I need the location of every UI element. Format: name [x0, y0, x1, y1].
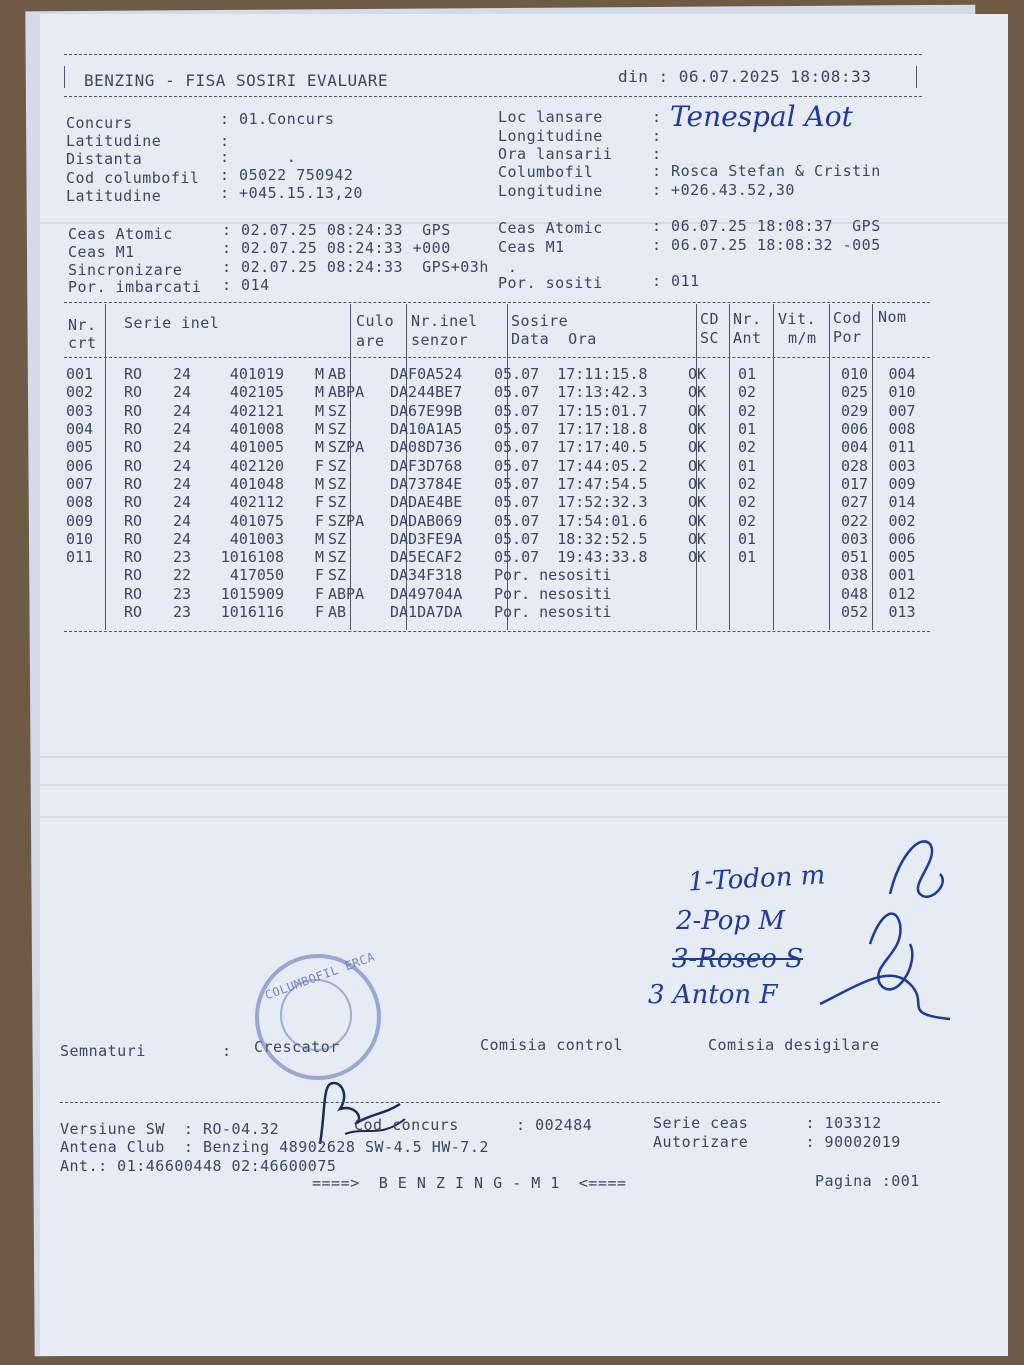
th-culoare-b: are	[356, 332, 385, 350]
cell-ring: 402120	[229, 456, 284, 475]
label-longitudine-2: Longitudine	[498, 182, 603, 200]
cell-col: SZ	[328, 548, 347, 567]
cell-sensor: DA49704A	[390, 584, 463, 603]
footer-rule	[60, 1102, 940, 1103]
semnaturi-label: Semnaturi	[60, 1042, 146, 1060]
cell-arrival: 05.07 17:44:05.2	[494, 456, 648, 475]
cell-arrival: Por. nesositi	[494, 566, 612, 585]
label-loc-lansare: Loc lansare	[498, 108, 603, 126]
cell-ctry: RO	[123, 548, 143, 567]
cell-ctry: RO	[123, 584, 143, 603]
cell-ring: 402121	[229, 401, 284, 420]
label-ceas-m1: Ceas M1	[68, 243, 135, 261]
cell-yr: 24	[172, 511, 192, 530]
value-ceas-m1: : 02.07.25 08:24:33 +000	[222, 239, 451, 257]
label-ceas-atomic: Ceas Atomic	[68, 225, 173, 243]
cell-vit	[771, 530, 831, 548]
cell-yr: 23	[172, 584, 192, 603]
cell-ant	[723, 603, 771, 621]
th-nr-inel: Nr.inel	[411, 312, 478, 330]
cell-ant: 01	[737, 529, 757, 548]
cell-sensor: DA1DA7DA	[390, 603, 463, 621]
cell-col: AB	[328, 603, 347, 621]
cell-sensor: DA10A1A5	[390, 420, 463, 439]
cell-sensor: DA08D736	[390, 438, 463, 457]
cell-cod: 029	[840, 401, 869, 420]
table-row	[64, 402, 926, 420]
cell-nr	[64, 566, 106, 584]
footer-antena: Antena Club : Benzing 48902628 SW-4.5 HW-7.2	[60, 1138, 489, 1156]
label-sincronizare: Sincronizare	[68, 261, 183, 279]
stamp-text: COLUMBOFIL ERCA	[263, 949, 377, 1003]
cell-arrival: 05.07 17:17:40.5	[494, 438, 648, 457]
cell-ant	[723, 585, 771, 603]
cell-ring: 401003	[229, 529, 284, 548]
cell-yr: 24	[172, 420, 192, 439]
cell-cod: 048	[840, 584, 869, 603]
cell-ring: 401048	[229, 474, 284, 493]
table-row	[64, 365, 926, 383]
table-row	[64, 585, 926, 603]
cell-col: SZ	[328, 566, 347, 585]
cell-sensor: DA73784E	[390, 474, 463, 493]
cell-vit	[771, 603, 831, 621]
cell-ant: 01	[737, 365, 757, 384]
semnaturi-colon: :	[222, 1042, 232, 1060]
cell-sex: F	[314, 603, 324, 621]
fold-line	[40, 784, 1008, 786]
cell-col: ABPA	[328, 584, 365, 603]
cell-nr: 011	[66, 548, 94, 567]
footer-brand: ====> B E N Z I N G - M 1 <====	[312, 1174, 627, 1192]
cell-nr	[64, 585, 106, 603]
cell-cod: 028	[840, 456, 869, 475]
cell-ctry: RO	[123, 566, 143, 585]
table-row	[64, 566, 926, 584]
cell-vit	[771, 365, 831, 383]
cell-yr: 24	[172, 474, 192, 493]
cell-ring: 1016116	[220, 603, 284, 621]
cell-sex: F	[314, 584, 324, 603]
cell-ring: 401005	[229, 438, 284, 457]
footer-pagina: Pagina :001	[815, 1172, 920, 1190]
cell-ant	[723, 566, 771, 584]
cell-col: SZ	[328, 493, 347, 512]
cell-vit	[771, 475, 831, 493]
cell-nr: 003	[66, 401, 94, 420]
cell-yr: 24	[172, 401, 192, 420]
cell-arrival: 05.07 17:15:01.7	[494, 401, 648, 420]
cell-arrival: 05.07 18:32:52.5	[494, 529, 648, 548]
value-columbofil: : Rosca Stefan & Cristin	[652, 162, 881, 180]
cell-cd	[686, 566, 723, 584]
cell-nom: 012	[888, 584, 916, 603]
cell-arrival: 05.07 17:11:15.8	[494, 365, 648, 384]
cell-sensor: DA5ECAF2	[390, 548, 463, 567]
cell-col: SZ	[328, 456, 347, 475]
cell-nr: 005	[66, 438, 94, 457]
table-row	[64, 511, 926, 529]
cell-ant: 02	[737, 493, 757, 512]
cell-cd	[686, 585, 723, 603]
cell-yr: 24	[172, 383, 192, 402]
cell-yr: 23	[172, 603, 192, 621]
cell-cod: 010	[840, 365, 869, 384]
cell-ring: 402112	[229, 493, 284, 512]
cell-col: SZPA	[328, 438, 365, 457]
cell-col: SZ	[328, 401, 347, 420]
cell-cod: 017	[840, 474, 869, 493]
label-distanta: Distanta	[66, 150, 143, 168]
table-row	[64, 383, 926, 401]
value-ora-lansarii: :	[652, 145, 662, 163]
cell-arrival: 05.07 17:17:18.8	[494, 420, 648, 439]
footer-autorizare: Autorizare : 90002019	[653, 1133, 901, 1151]
value-sincronizare: : 02.07.25 08:24:33 GPS+03h .	[222, 258, 518, 276]
cell-arrival: 05.07 17:54:01.6	[494, 511, 648, 530]
cell-ant: 02	[737, 401, 757, 420]
cell-cod: 004	[840, 438, 869, 457]
cell-ring: 401008	[229, 420, 284, 439]
cell-cd: OK	[688, 420, 707, 439]
cell-cod: 027	[840, 493, 869, 512]
cell-ctry: RO	[123, 603, 143, 621]
label-ora-lansarii: Ora lansarii	[498, 145, 613, 163]
cell-cd: OK	[688, 529, 707, 548]
th-ant: Ant	[733, 329, 762, 347]
value-latitudine-2: : +045.15.13,20	[220, 184, 363, 202]
th-sosire: Sosire	[511, 312, 569, 330]
table-row	[64, 548, 926, 566]
label-ceas-atomic-right: Ceas Atomic	[498, 219, 603, 237]
cell-col: AB	[328, 365, 347, 384]
cell-ctry: RO	[123, 456, 143, 475]
cell-vit	[771, 585, 831, 603]
cell-yr: 24	[172, 493, 192, 512]
value-por-imbarcati: : 014	[222, 276, 270, 294]
cell-ring: 1016108	[220, 548, 284, 567]
cell-ant: 02	[737, 383, 757, 402]
cell-nr: 007	[66, 474, 94, 493]
label-columbofil: Columbofil	[498, 163, 594, 181]
cell-cod: 006	[840, 420, 869, 439]
cell-cd: OK	[688, 401, 707, 420]
cell-ring: 401019	[229, 365, 284, 384]
cell-nom: 006	[888, 529, 916, 548]
value-cod-columbofil: : 05022 750942	[220, 166, 354, 184]
value-loc-lansare: :	[652, 108, 662, 126]
th-crt: crt	[68, 334, 97, 352]
th-cd: CD	[700, 310, 720, 328]
cell-ring: 1015909	[220, 584, 284, 603]
cell-ant: 01	[737, 456, 757, 475]
th-nr: Nr.	[68, 316, 97, 334]
cell-ant: 01	[737, 548, 757, 567]
cell-ctry: RO	[123, 529, 143, 548]
cell-col: SZ	[328, 529, 347, 548]
cell-yr: 24	[172, 529, 192, 548]
arrivals-table	[64, 365, 926, 621]
cell-ctry: RO	[123, 474, 143, 493]
footer-serie-ceas: Serie ceas : 103312	[653, 1114, 882, 1132]
cell-ctry: RO	[123, 493, 143, 512]
cell-sensor: DA34F318	[390, 566, 463, 585]
cell-vit	[771, 402, 831, 420]
table-row	[64, 456, 926, 474]
label-por-imbarcati: Por. imbarcati	[68, 278, 202, 296]
footer-ant: Ant.: 01:46600448 02:46600075	[60, 1157, 337, 1175]
cell-ctry: RO	[123, 420, 143, 439]
label-ceas-m1-right: Ceas M1	[498, 238, 565, 256]
cell-ant: 02	[737, 511, 757, 530]
value-ceas-m1-right: : 06.07.25 18:08:32 -005	[652, 236, 881, 254]
table-row	[64, 530, 926, 548]
cell-arrival: 05.07 19:43:33.8	[494, 548, 648, 567]
cell-sex: M	[314, 438, 324, 457]
cell-vit	[771, 456, 831, 474]
th-senzor: senzor	[411, 331, 469, 349]
th-por: Por	[833, 328, 862, 346]
cell-sex: F	[314, 456, 324, 475]
cell-arrival: 05.07 17:52:32.3	[494, 493, 648, 512]
cell-cod: 052	[840, 603, 869, 621]
value-ceas-atomic-right: : 06.07.25 18:08:37 GPS	[652, 217, 881, 235]
cell-nom: 003	[888, 456, 916, 475]
cell-vit	[771, 383, 831, 401]
value-por-sositi: : 011	[652, 272, 700, 290]
cell-arrival: Por. nesositi	[494, 603, 612, 621]
value-longitudine: :	[652, 127, 662, 145]
header-bottom-rule	[64, 96, 922, 97]
value-concurs: : 01.Concurs	[220, 110, 335, 128]
cell-sensor: DAF0A524	[390, 365, 463, 384]
header-left-bar	[64, 66, 65, 88]
table-row	[64, 475, 926, 493]
cell-cd: OK	[688, 438, 707, 457]
cell-ring: 417050	[229, 566, 284, 585]
cell-arrival: 05.07 17:13:42.3	[494, 383, 648, 402]
cell-vit	[771, 493, 831, 511]
handwritten-commission-4: 3 Anton F	[648, 980, 778, 1010]
cell-ant: 02	[737, 438, 757, 457]
cell-sensor: DA67E99B	[390, 401, 463, 420]
header-right-bar	[916, 66, 917, 88]
handwritten-commission-2: 2-Pop M	[676, 906, 785, 936]
header-top-rule	[64, 54, 922, 55]
handwritten-commission-3: 3-Roseo S	[672, 944, 804, 974]
cell-nom: 004	[888, 365, 916, 384]
cell-cod: 051	[840, 548, 869, 567]
table-row	[64, 420, 926, 438]
cell-ctry: RO	[123, 383, 143, 402]
cell-sex: M	[314, 401, 324, 420]
cell-sex: M	[314, 474, 324, 493]
cell-col: SZ	[328, 474, 347, 493]
cell-cd: OK	[688, 383, 707, 402]
cell-ctry: RO	[123, 401, 143, 420]
cell-nr: 001	[66, 365, 94, 384]
handwritten-commission-1: 1-Todon m	[687, 860, 827, 898]
cell-nr: 010	[66, 529, 94, 548]
cell-sensor: DAF3D768	[390, 456, 463, 475]
footer-versiune: Versiune SW : RO-04.32	[60, 1120, 280, 1138]
cell-cod: 022	[840, 511, 869, 530]
th-nr-ant: Nr.	[733, 310, 762, 328]
handwritten-loc-lansare: Tenespal Aot	[670, 100, 853, 133]
cell-ctry: RO	[123, 438, 143, 457]
th-sc: SC	[700, 329, 720, 347]
cell-ring: 402105	[229, 383, 284, 402]
cell-nr: 009	[66, 511, 94, 530]
document-page	[40, 14, 1008, 1356]
cell-yr: 24	[172, 438, 192, 457]
cell-ant: 01	[737, 420, 757, 439]
cell-col: ABPA	[328, 383, 365, 402]
cell-nr: 004	[66, 420, 94, 439]
report-date: din : 06.07.2025 18:08:33	[618, 67, 872, 86]
value-ceas-atomic: : 02.07.25 08:24:33 GPS	[222, 221, 451, 239]
cell-sex: M	[314, 383, 324, 402]
cell-nom: 007	[888, 401, 916, 420]
cell-sex: F	[314, 566, 324, 585]
cell-sex: F	[314, 511, 324, 530]
comisia-desigilare-label: Comisia desigilare	[708, 1036, 880, 1054]
cell-ctry: RO	[123, 511, 143, 530]
table-row	[64, 438, 926, 456]
cell-nom: 011	[888, 438, 916, 457]
cell-ring: 401075	[229, 511, 284, 530]
cell-sex: M	[314, 365, 324, 384]
cell-nr: 008	[66, 493, 94, 512]
label-latitudine-2: Latitudine	[66, 187, 162, 205]
cell-nr: 006	[66, 456, 94, 475]
fold-line	[40, 756, 1008, 758]
cell-cd: OK	[688, 511, 707, 530]
th-mm: m/m	[788, 329, 817, 347]
cell-yr: 24	[172, 365, 192, 384]
cell-yr: 23	[172, 548, 192, 567]
crescator-label: Crescator	[254, 1038, 340, 1056]
th-nom: Nom	[878, 308, 907, 326]
page-title: BENZING - FISA SOSIRI EVALUARE	[84, 71, 388, 90]
cell-sex: M	[314, 548, 324, 567]
label-por-sositi: Por. sositi	[498, 274, 603, 292]
cell-nr: 002	[66, 383, 94, 402]
cell-cd: OK	[688, 365, 707, 384]
cell-nom: 002	[888, 511, 916, 530]
value-distanta: : .	[220, 148, 297, 166]
cell-col: SZ	[328, 420, 347, 439]
cell-vit	[771, 438, 831, 456]
cell-nom: 013	[888, 603, 916, 621]
cell-nom: 005	[888, 548, 916, 567]
cell-arrival: 05.07 17:47:54.5	[494, 474, 648, 493]
cell-sex: M	[314, 420, 324, 439]
cell-sex: M	[314, 529, 324, 548]
cell-sensor: DADAB069	[390, 511, 463, 530]
table-row	[64, 493, 926, 511]
table-row	[64, 603, 926, 621]
footer-cod-concurs: Cod concurs : 002484	[354, 1116, 593, 1134]
label-latitudine: Latitudine	[66, 132, 162, 150]
th-data-ora: Data Ora	[511, 330, 597, 348]
label-longitudine: Longitudine	[498, 127, 603, 145]
cell-vit	[771, 566, 831, 584]
comisia-control-label: Comisia control	[480, 1036, 623, 1054]
cell-vit	[771, 548, 831, 566]
cell-nom: 014	[888, 493, 916, 512]
table-header-rule	[64, 357, 930, 358]
cell-nom: 008	[888, 420, 916, 439]
th-vit: Vit.	[778, 310, 817, 328]
cell-cd: OK	[688, 474, 707, 493]
th-culoare-a: Culo	[356, 312, 395, 330]
cell-cd: OK	[688, 493, 707, 512]
th-cod: Cod	[833, 309, 862, 327]
cell-nr	[64, 603, 106, 621]
th-serie-inel: Serie inel	[124, 314, 220, 332]
cell-sex: F	[314, 493, 324, 512]
cell-cd: OK	[688, 456, 707, 475]
cell-sensor: DAD3FE9A	[390, 529, 463, 548]
cell-cod: 038	[840, 566, 869, 585]
cell-sensor: DA244BE7	[390, 383, 463, 402]
cell-yr: 22	[172, 566, 192, 585]
table-bottom-rule	[64, 631, 930, 632]
cell-ctry: RO	[123, 365, 143, 384]
table-top-rule	[64, 302, 930, 303]
cell-ant: 02	[737, 474, 757, 493]
cell-sensor: DADAE4BE	[390, 493, 463, 512]
label-cod-columbofil: Cod columbofil	[66, 169, 200, 187]
cell-cod: 003	[840, 529, 869, 548]
cell-cd	[686, 603, 723, 621]
cell-vit	[771, 511, 831, 529]
label-concurs: Concurs	[66, 114, 133, 132]
value-latitudine: :	[220, 132, 230, 150]
cell-col: SZPA	[328, 511, 365, 530]
cell-cd: OK	[688, 548, 707, 567]
cell-nom: 009	[888, 474, 916, 493]
cell-cod: 025	[840, 383, 869, 402]
value-longitudine-2: : +026.43.52,30	[652, 181, 795, 199]
cell-yr: 24	[172, 456, 192, 475]
cell-arrival: Por. nesositi	[494, 584, 612, 603]
cell-nom: 010	[888, 383, 916, 402]
cell-vit	[771, 420, 831, 438]
commission-signatures-scribble	[800, 814, 980, 1024]
cell-nom: 001	[888, 566, 916, 585]
